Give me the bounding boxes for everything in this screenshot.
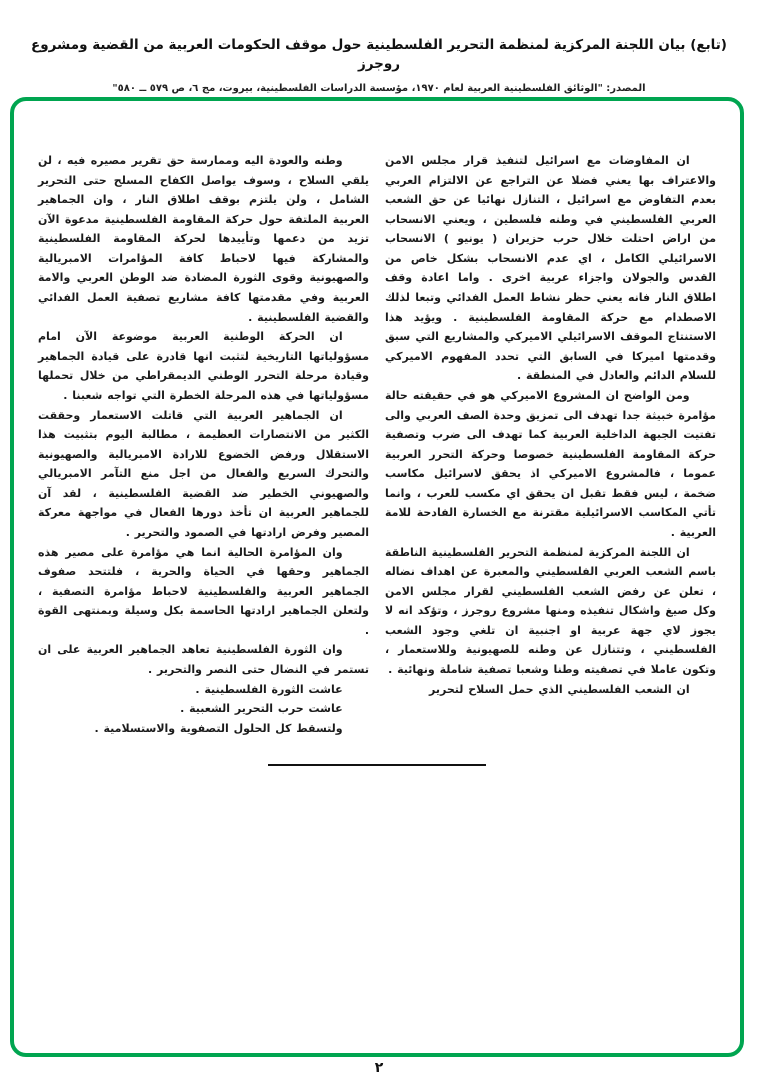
document-header xyxy=(0,0,758,94)
page-number: ٢ xyxy=(374,1060,384,1076)
slogan-line: عاشت حرب التحرير الشعبية . xyxy=(180,702,343,716)
source-line: المصدر: "الوثائق الفلسطينية العربية لعام ١٩٧٠، مؤسسة الدراسات الفلسطينية، بيروت، مج ٦، ص ٥٧٩ ــ ٥٨٠" xyxy=(112,82,646,94)
paragraph: ومن الواضح ان المشروع الاميركي هو في حقيقته حالة مؤامرة خبيثة جدا تهدف الى تمزيق وحدة الصف العربي والى تفتيت الجبهة الداخلية العربية كما تهدف الى ضرب وتصفية حركة المقاومة الفلسطينية خصوصا وحركة التحرر العربية عموما ، فالمشروع الاميركي اذ يحقق لاسرائيل مكاسب ضخمة ، ليس فقط تقبل ان يحقق اي مكسب للعرب ، وانما تأتي المكاسب الاسرائيلية مقترنة مع الخسارة الفادحة للامة العربية . xyxy=(385,388,716,539)
paragraph: ان الشعب الفلسطيني الذي حمل السلاح لتحرير xyxy=(429,682,690,696)
paragraph: وان الثورة الفلسطينية تعاهد الجماهير العربية على ان تستمر في النضال حتى النصر والتحرير . xyxy=(38,643,369,677)
paragraph: ان اللجنة المركزية لمنظمة التحرير الفلسطينية الناطقة باسم الشعب العربي الفلسطيني والمعبرة عن اهداف نضاله ، تعلن عن رفض الشعب الفلسطيني لقرار مجلس الامن وكل صيغ واشكال تنفيذه ومنها مشروع روجرز ، وتؤكد انه لا يجوز لاي جهة عربية او اجنبية ان تلغي وجود الشعب الفلسطيني ، وتتنازل عن وطنه للصهيونية وللاستعمار ، وتكون عاملا في تصفيته وطنا وشعبا تصفية شاملة ونهائية . xyxy=(385,545,716,677)
slogan-line: ولتسقط كل الحلول التصفوية والاستسلامية . xyxy=(94,721,343,735)
paragraph: وطنه والعودة اليه وممارسة حق تقرير مصيره فيه ، لن يلقي السلاح ، وسوف يواصل الكفاح المسلح حتى التحرير الشامل ، ولن يلتزم بوقف اطلاق النار ، وان الجماهير العربية الملتفة حول حركة المقاومة الفلسطينية مدعوة الآن تزيد من دعمها وتأييدها لحركة المقاومة الفلسطينية والمشاركة فيها لاحباط كافة المؤامرات الامبريالية والصهيونية وقوى الثورة المضادة ضد الوطن العربي والامة العربية وفي مقدمتها كافة مشاريع تصفية العمل الفدائي والقضية الفلسطينية . xyxy=(38,154,369,324)
paragraph: وان المؤامرة الحالية انما هي مؤامرة على مصير هذه الجماهير وحقها في الحياة والحرية ، فلتتحد صفوف الجماهير العربية والفلسطينية لاحباط مؤامرة التصفية ، ولتعلن الجماهير ارادتها الحاسمة بكل وسيلة وبمنتهى القوة . xyxy=(38,545,369,637)
document-title: (تابع) بيان اللجنة المركزية لمنظمة التحرير الفلسطينية حول موقف الحكومات العربية من القضية ومشروع روجرز xyxy=(31,37,727,72)
paragraph: ان الجماهير العربية التي قاتلت الاستعمار وحققت الكثير من الانتصارات العظيمة ، مطالبة اليوم بتثبيت هذا الاستقلال ورفض الخضوع للارادة الامبريالية والصهيونية والتحرك السريع والفعال من اجل منع التآمر الامبريالي والصهيوني الخطير ضد القضية الفلسطينية ، لقد آن للجماهير العربية ان تأخذ دورها الفعال في مواجهة معركة المصير وفرض ارادتها في الصمود والتحرير . xyxy=(38,408,369,539)
slogan-line: عاشت الثورة الفلسطينية . xyxy=(195,682,343,696)
section-divider xyxy=(268,764,486,766)
two-column-text xyxy=(14,101,740,738)
paragraph: ان الحركة الوطنية العربية موضوعة الآن امام مسؤولياتها التاريخية لتثبت انها قادرة على قيادة الجماهير وقيادة مرحلة التحرر الوطني الديمقراطي من خلال تحملها مسؤولياتها في هذه المرحلة الخطرة التي تواجه شعبنا . xyxy=(38,330,369,402)
paragraph: ان المفاوضات مع اسرائيل لتنفيذ قرار مجلس الامن والاعتراف بها يعني فضلا عن التراجع عن الالتزام العربي بعدم التفاوض مع اسرائيل ، التنازل نهائيا عن حق الشعب العربي الفلسطيني في وطنه فلسطين ، ويعني الانسحاب من اراض احتلت خلال حرب حزيران ( يونيو ) الانسحاب الاسرائيلي الكامل ، اي عدم الانسحاب بشكل خاص من القدس والجولان واجزاء عربية اخرى . واما اعادة وقف اطلاق النار فانه يعني حظر نشاط العمل الفدائي وتبعا لذلك الاصطدام مع حركة المقاومة الفلسطينية . ويؤيد هذا الاستنتاج الموقف الاسرائيلي الاميركي والمشاريع التي سبق وقدمتها اميركا في السابق التي تحدد المفهوم الاميركي للسلام الدائم والعادل في المنطقة . xyxy=(385,154,716,383)
right-column xyxy=(385,151,716,738)
content-frame xyxy=(10,97,744,1057)
left-column xyxy=(38,151,369,738)
